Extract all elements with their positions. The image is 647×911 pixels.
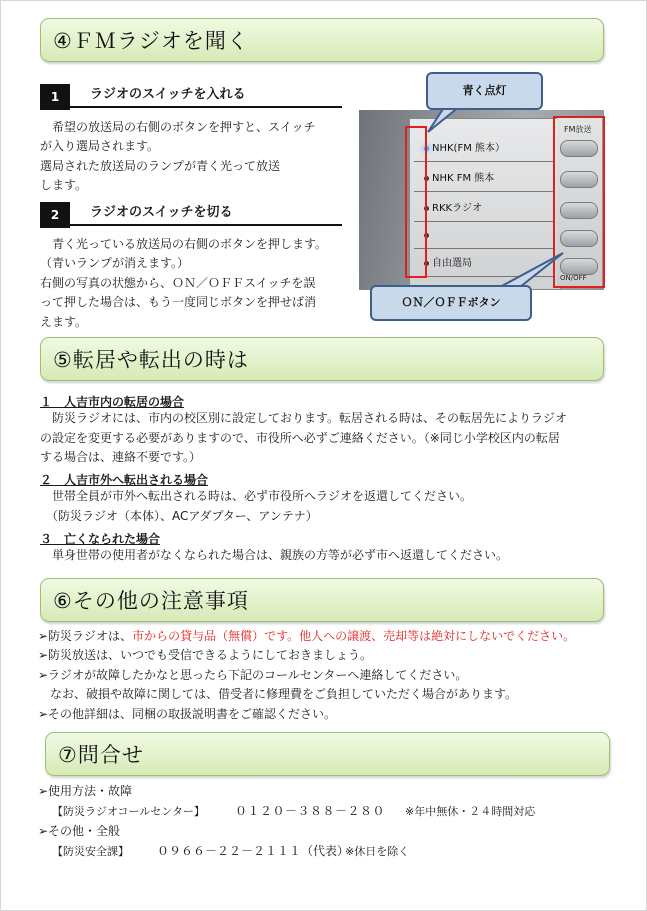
station-label-2: NHK FM 熊本: [432, 173, 495, 184]
s2-line-4: って押した場合は、もう一度同じボタンを押せば消: [40, 295, 317, 309]
subsection-2-title: ラジオのスイッチを切る: [70, 202, 342, 226]
section-6-title: ⑥その他の注意事項: [53, 589, 249, 613]
item-1-line-2: の設定を変更する必要がありますので、市役所へ必ずご連絡ください。（※同じ小学校区内の転居: [40, 431, 560, 445]
subsection-1-title: ラジオのスイッチを入れる: [70, 84, 342, 108]
contact-2-note: ※休日を除く: [345, 845, 410, 858]
s1-line-1: 希望の放送局の右側のボタンを押すと、スイッチ: [40, 120, 316, 134]
item-3-heading: ３ 亡くなられた場合: [40, 532, 161, 546]
item-2-line-2: （防災ラジオ（本体）、ACアダプター、アンテナ）: [40, 509, 318, 523]
subsection-1-number: 1: [40, 84, 70, 110]
s2-line-1: 青く光っている放送局の右側のボタンを押します。: [40, 237, 328, 251]
section-5-title: ⑤転居や転出の時は: [53, 348, 249, 372]
item-1-line-1: 防災ラジオには、市内の校区別に設定しております。転居される時は、その転居先によりラジオ: [40, 411, 568, 425]
item-1-line-3: する場合は、連絡不要です。）: [40, 450, 202, 464]
item-2-heading: ２ 人吉市外へ転出される場合: [40, 473, 209, 487]
fm-label: FM放送: [564, 125, 592, 134]
notice-1-prefix: ➢防災ラジオは、: [38, 629, 133, 643]
notice-bullet-1: [38, 627, 575, 645]
s1-line-2: が入り選局されます。: [40, 139, 160, 153]
section-6-banner: [40, 578, 604, 622]
onoff-label: ON/OFF: [560, 274, 587, 282]
station-label-5: 自由選局: [432, 258, 472, 269]
section-7-title: ⑦問合せ: [58, 743, 144, 767]
notice-bullet-2: ➢防災放送は、いつでも受信できるようにしておきましょう。: [38, 648, 373, 662]
notice-bullet-3: ➢ラジオが故障したかなと思ったら下記のコールセンターへ連絡してください。: [38, 668, 468, 682]
s1-line-3: 選局された放送局のランプが青く光って放送: [40, 159, 281, 173]
contact-1-label: ➢使用方法・故障: [38, 784, 133, 798]
section-7-banner: [45, 732, 610, 776]
s2-line-5: えます。: [40, 315, 88, 329]
notice-1-warning: 市からの貸与品（無償）です。他人への譲渡、売却等は絶対にしないでください。: [132, 629, 576, 643]
s2-line-2: （青いランプが消えます。）: [40, 256, 190, 270]
station-label-3: RKKラジオ: [432, 203, 483, 214]
notice-bullet-4: ➢その他詳細は、同梱の取扱説明書をご確認ください。: [38, 707, 337, 721]
station-label-1: NHK(FM 熊本）: [432, 143, 506, 154]
callout-blue-lamp: 青く点灯: [426, 72, 543, 110]
callout-onoff-button: ＯＮ／ＯＦＦボタン: [370, 285, 532, 321]
s2-line-3: 右側の写真の状態から、ＯＮ／ＯＦＦスイッチを誤: [40, 276, 316, 290]
s1-line-4: します。: [40, 178, 88, 192]
contact-2-label: ➢その他・全般: [38, 824, 121, 838]
section-5-banner: [40, 337, 604, 381]
item-3-line-1: 単身世帯の使用者がなくなられた場合は、親族の方等が必ず市へ返還してください。: [40, 548, 509, 562]
contact-1-org: 【防災ラジオコールセンター】: [52, 805, 205, 818]
subsection-2-number: 2: [40, 202, 70, 228]
contact-1-note: ※年中無休・２４時間対応: [405, 805, 536, 818]
item-1-heading: １ 人吉市内の転居の場合: [40, 395, 185, 409]
contact-2-phone: ０９６６－２２－２１１１（代表）: [157, 844, 350, 858]
section-4-title: ④ＦＭラジオを聞く: [53, 29, 249, 53]
contact-2-org: 【防災安全課】: [52, 845, 129, 858]
contact-1-phone: ０１２０－３８８－２８０: [235, 804, 386, 818]
item-2-line-1: 世帯全員が市外へ転出される時は、必ず市役所へラジオを返還してください。: [40, 489, 473, 503]
notice-bullet-3-cont: なお、破損や故障に関しては、借受者に修理費をご負担していただく場合があります。: [38, 687, 518, 701]
